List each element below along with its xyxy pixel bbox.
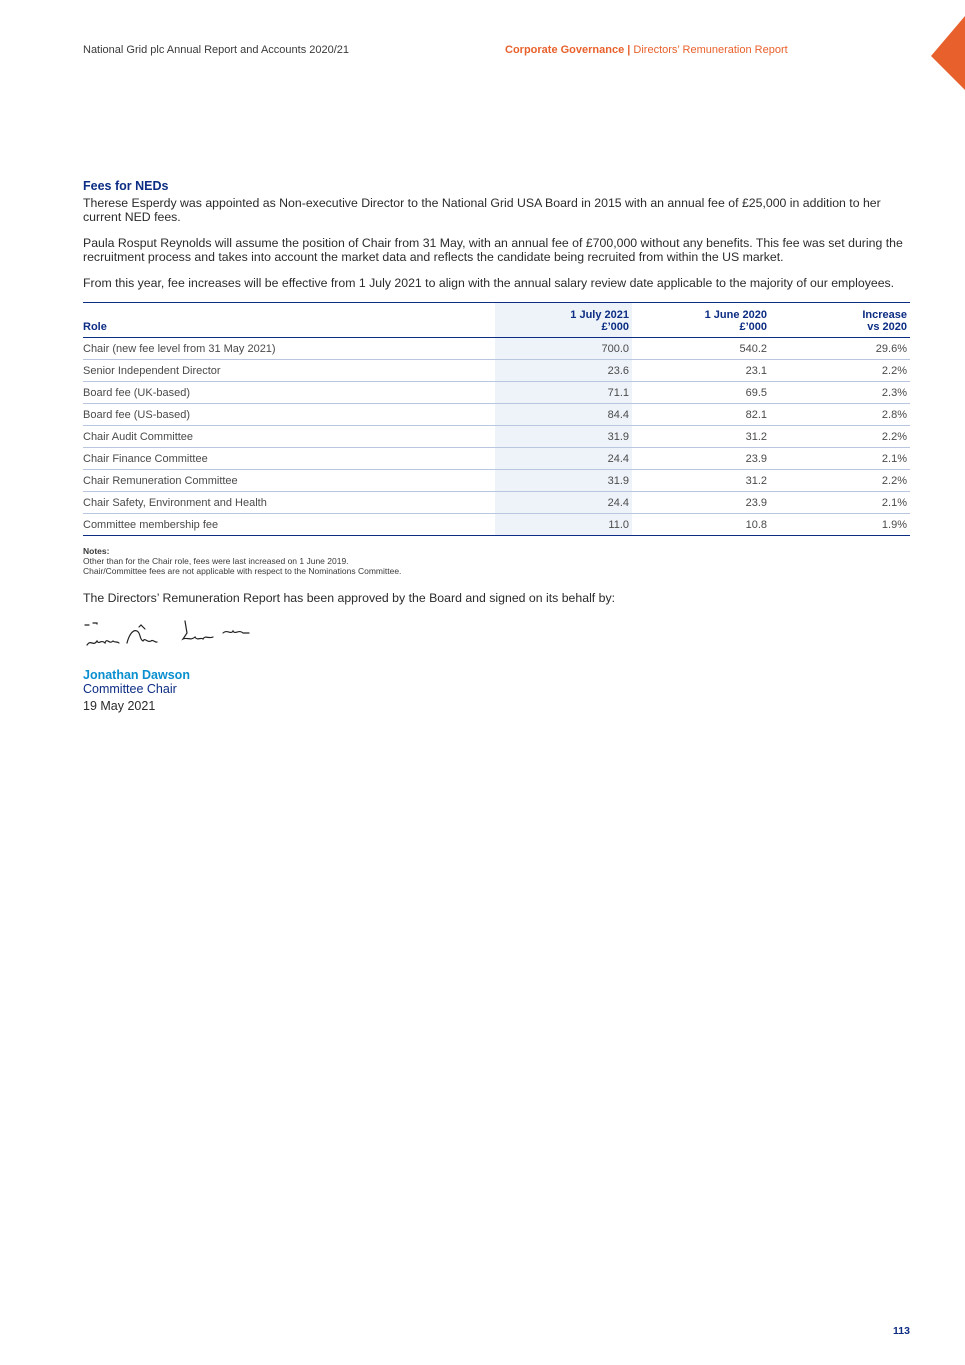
cell-july-2021: 84.4 — [495, 404, 632, 426]
column-header-july-2021 — [495, 303, 632, 338]
cell-increase: 2.2% — [770, 470, 910, 492]
table-row — [83, 382, 910, 404]
cell-role: Board fee (UK-based) — [83, 382, 495, 404]
cell-role: Senior Independent Director — [83, 360, 495, 382]
table-row — [83, 360, 910, 382]
cell-july-2021: 31.9 — [495, 470, 632, 492]
signer-role: Committee Chair — [83, 682, 177, 696]
cell-increase: 2.8% — [770, 404, 910, 426]
cell-role: Chair Remuneration Committee — [83, 470, 495, 492]
table-row — [83, 338, 910, 360]
signature-icon — [83, 615, 263, 655]
breadcrumb-separator: | — [627, 44, 631, 56]
cell-june-2020: 82.1 — [632, 404, 770, 426]
cell-june-2020: 540.2 — [632, 338, 770, 360]
cell-role: Chair Safety, Environment and Health — [83, 492, 495, 514]
cell-increase: 1.9% — [770, 514, 910, 536]
paragraph: Therese Esperdy was appointed as Non-executive Director to the National Grid USA Board in 2015 with an annual fee of £25,000 in addition to her current NED fees. — [83, 196, 881, 224]
cell-june-2020: 23.1 — [632, 360, 770, 382]
cell-role: Chair (new fee level from 31 May 2021) — [83, 338, 495, 360]
note-line: Chair/Committee fees are not applicable with respect to the Nominations Committee. — [83, 566, 402, 576]
cell-role: Committee membership fee — [83, 514, 495, 536]
cell-increase: 29.6% — [770, 338, 910, 360]
column-header-june-2020 — [632, 303, 770, 338]
cell-july-2021: 23.6 — [495, 360, 632, 382]
table-notes — [83, 546, 910, 576]
cell-increase: 2.2% — [770, 360, 910, 382]
cell-july-2021: 31.9 — [495, 426, 632, 448]
column-header-unit: vs 2020 — [867, 321, 907, 333]
cell-role: Chair Audit Committee — [83, 426, 495, 448]
section-breadcrumb — [505, 44, 788, 56]
cell-increase: 2.2% — [770, 426, 910, 448]
breadcrumb-subsection: Directors’ Remuneration Report — [633, 44, 788, 56]
table-row — [83, 448, 910, 470]
corner-tab-icon — [931, 16, 965, 90]
cell-july-2021: 24.4 — [495, 492, 632, 514]
approval-statement: The Directors’ Remuneration Report has been approved by the Board and signed on its behalf by: — [83, 591, 616, 605]
table-row — [83, 514, 910, 536]
fees-table — [83, 302, 910, 536]
cell-july-2021: 71.1 — [495, 382, 632, 404]
column-header-role: Role — [83, 303, 495, 338]
paragraph: From this year, fee increases will be effective from 1 July 2021 to align with the annual salary review date applicable to the majority of our employees. — [83, 276, 895, 290]
table-header-row — [83, 303, 910, 338]
notes-title: Notes: — [83, 546, 110, 556]
cell-july-2021: 11.0 — [495, 514, 632, 536]
cell-role: Chair Finance Committee — [83, 448, 495, 470]
column-header-unit: £’000 — [601, 321, 629, 333]
paragraph: Paula Rosput Reynolds will assume the position of Chair from 31 May, with an annual fee of £700,000 without any benefits. This fee was set during the recruitment process and takes into account the market data and reflects the candidate being recruited from within the US market. — [83, 236, 903, 264]
cell-june-2020: 23.9 — [632, 448, 770, 470]
sign-date: 19 May 2021 — [83, 699, 156, 713]
signer-name: Jonathan Dawson — [83, 668, 190, 682]
page-number: 113 — [893, 1325, 910, 1337]
breadcrumb-section: Corporate Governance — [505, 44, 625, 56]
column-header-unit: £’000 — [739, 321, 767, 333]
column-header-increase — [770, 303, 910, 338]
cell-june-2020: 10.8 — [632, 514, 770, 536]
table-row — [83, 426, 910, 448]
report-title: National Grid plc Annual Report and Accounts 2020/21 — [83, 44, 350, 56]
note-line: Other than for the Chair role, fees were last increased on 1 June 2019. — [83, 556, 349, 566]
column-header-line: Increase — [862, 309, 907, 321]
cell-july-2021: 24.4 — [495, 448, 632, 470]
cell-june-2020: 69.5 — [632, 382, 770, 404]
cell-increase: 2.1% — [770, 492, 910, 514]
column-header-line: 1 July 2021 — [570, 309, 629, 321]
cell-increase: 2.3% — [770, 382, 910, 404]
cell-june-2020: 23.9 — [632, 492, 770, 514]
section-heading: Fees for NEDs — [83, 179, 169, 193]
table-row — [83, 470, 910, 492]
cell-june-2020: 31.2 — [632, 470, 770, 492]
cell-increase: 2.1% — [770, 448, 910, 470]
cell-role: Board fee (US-based) — [83, 404, 495, 426]
table-row — [83, 404, 910, 426]
cell-june-2020: 31.2 — [632, 426, 770, 448]
cell-july-2021: 700.0 — [495, 338, 632, 360]
main-content — [83, 179, 910, 713]
table-row — [83, 492, 910, 514]
column-header-line: 1 June 2020 — [704, 309, 767, 321]
